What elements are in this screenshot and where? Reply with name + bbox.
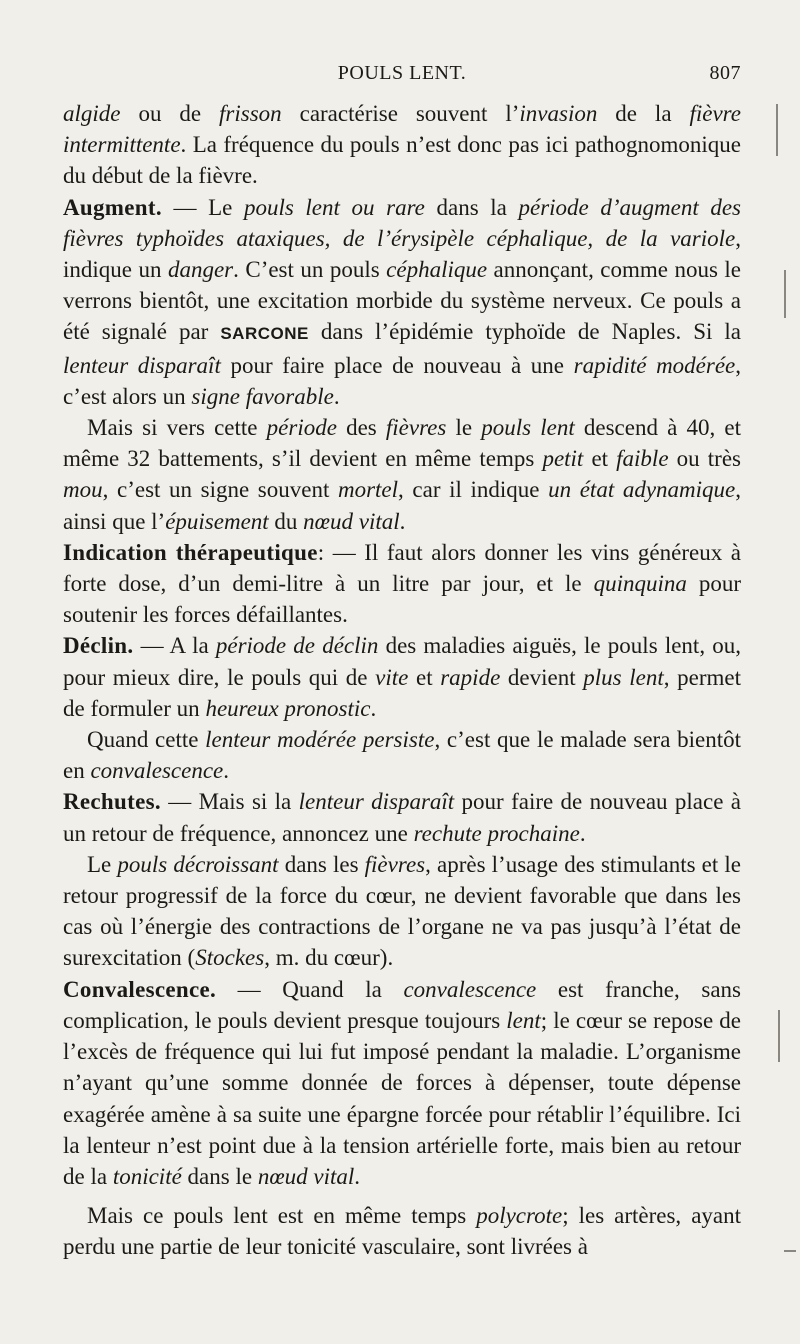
italic-run: convalescence — [90, 758, 224, 784]
text-run: Mais ce pouls lent est en même temps — [87, 1203, 477, 1229]
text-run: dans les — [278, 851, 365, 877]
text-run: dans la — [424, 194, 519, 220]
italic-run: céphalique — [386, 257, 488, 283]
term-invasion: invasion — [519, 101, 598, 126]
text-run: , c’est que le malade sera bientôt en — [63, 727, 741, 784]
margin-mark — [778, 1010, 780, 1062]
text-run: , indique un — [63, 225, 741, 283]
text-run: et — [408, 664, 441, 690]
section-heading-augment: Augment. — [63, 194, 162, 220]
text-run: . — [579, 820, 586, 846]
italic-run: lenteur disparaît — [298, 789, 455, 815]
text-run: annonçant, comme nous le verrons bientôt, une excitation morbide du système nerveux. Ce pouls a été signalé par — [63, 257, 741, 345]
text-run: pour faire de nouveau place à un retour de fréquence, annoncez une — [63, 789, 741, 846]
text-run: dans le — [181, 1163, 258, 1189]
running-header — [63, 62, 741, 92]
italic-run: mortel — [337, 477, 399, 503]
text-run: est franche, sans complication, le pouls devient presque toujours — [63, 976, 741, 1033]
italic-run: période de déclin — [215, 633, 379, 659]
italic-run: rechute prochaine — [413, 820, 580, 846]
italic-run: nœud vital — [257, 1163, 355, 1189]
text-run: . — [223, 758, 230, 784]
italic-run: lent — [506, 1007, 541, 1033]
text-run: pour faire place de nouveau à une — [220, 352, 574, 378]
italic-run: signe favorable — [191, 383, 334, 409]
italic-run: lenteur disparaît — [63, 352, 221, 378]
text-run: . C’est un pouls — [233, 257, 387, 283]
text-run: — Le — [161, 194, 244, 220]
text-run: devient — [500, 664, 584, 690]
italic-run: convalescence — [403, 976, 537, 1002]
text-run: ou très — [668, 446, 741, 472]
term-frisson: frisson — [219, 101, 282, 126]
italic-run: nœud vital — [303, 508, 400, 534]
text-run: des — [336, 415, 386, 441]
italic-run: plus lent — [583, 664, 664, 690]
paragraph-convalescence — [63, 974, 741, 1192]
text-run: , c’est un signe souvent — [102, 477, 338, 503]
text-run: pour soutenir les forces défaillantes. — [63, 571, 741, 628]
italic-run: faible — [616, 446, 669, 472]
italic-run: vite — [375, 664, 409, 690]
section-heading-rechutes: Rechutes. — [63, 789, 161, 815]
text-run: . — [370, 695, 377, 721]
italic-run: rapidité modérée — [573, 352, 736, 378]
text-run: — Quand la — [216, 976, 404, 1002]
text-run: Quand cette — [87, 727, 206, 753]
text-run: — A la — [133, 633, 216, 659]
paragraph-mais-si — [63, 412, 741, 537]
text-run: : — Il faut alors donner les vins généreux à forte dose, d’un demi-litre à un litre par jour, et le — [63, 539, 741, 597]
text-run: le — [446, 415, 482, 441]
italic-run: pouls décroissant — [117, 851, 279, 877]
margin-mark — [776, 104, 778, 156]
italic-run: fièvres — [364, 851, 426, 877]
text-run: dans l’épidémie typhoïde de Naples. Si la — [308, 319, 741, 345]
book-page — [63, 62, 741, 1263]
paragraph-lenteur-moderee — [63, 724, 741, 786]
paragraph-indication — [63, 537, 741, 631]
section-heading-declin: Déclin. — [63, 633, 134, 659]
italic-run: petit — [542, 446, 584, 472]
italic-run: tonicité — [112, 1163, 182, 1189]
text-run: ou de — [120, 101, 220, 126]
text-run: , m. du cœur). — [264, 945, 394, 971]
text-run: de la — [597, 101, 690, 126]
text-run: du — [268, 508, 304, 534]
text-run: , après l’usage des stimulants et le retour progressif de la force du cœur, ne devient favorable que dans les cas où l’énergie des contractions de l’organe ne va pas jusqu’à l’état de surexcitation ( — [63, 851, 741, 971]
paragraph-polycrote — [63, 1200, 741, 1262]
italic-run: polycrote — [476, 1203, 563, 1229]
running-title: POULS LENT. — [337, 62, 467, 84]
italic-run: danger — [167, 257, 234, 283]
margin-mark — [784, 1250, 796, 1252]
text-run: et — [583, 446, 617, 472]
paragraph-declin — [63, 630, 741, 724]
text-run: Le — [87, 851, 118, 877]
term-fievre-intermittente: fièvre intermittente — [63, 101, 741, 158]
text-run: Mais si vers cette — [87, 415, 267, 441]
text-run: ; les artères, ayant perdu une partie de leur tonicité vasculaire, sont livrées à — [63, 1203, 741, 1260]
italic-run: mou — [63, 477, 103, 503]
italic-run: Stockes — [195, 945, 265, 971]
italic-run: rapide — [440, 664, 501, 690]
italic-run: un état adynamique — [548, 477, 736, 503]
text-run: , permet de formuler un — [63, 664, 741, 721]
paragraph-augment — [63, 192, 741, 412]
author-name-sarcone: SARCONE — [220, 324, 309, 344]
text-run: ; le cœur se repose de l’excès de fréquence qui lui fut imposé pendant la maladie. L’organisme n’ayant qu’une somme donnée de forces à dépenser, toute dépense exagérée amène à sa suite une épargne forcée pour rétablir l’équilibre. Ici la lenteur n’est point due à la tension artérielle forte, mais bien au retour de la — [63, 1007, 741, 1189]
text-run: , c’est alors un — [63, 352, 742, 409]
text-run: . — [354, 1163, 361, 1189]
text-run: des maladies aiguës, le pouls lent, ou, pour mieux dire, le pouls qui de — [63, 633, 742, 690]
italic-run: quinquina — [593, 571, 687, 597]
text-run: . — [399, 508, 406, 534]
term-algide: algide — [63, 101, 121, 126]
text-run: . — [333, 383, 340, 409]
italic-run: lenteur modérée persiste — [205, 727, 435, 753]
italic-run: fièvres — [385, 415, 447, 441]
italic-run: pouls lent ou rare — [243, 194, 425, 220]
italic-run: heureux pronostic — [205, 695, 371, 721]
italic-run: pouls lent — [481, 415, 575, 441]
paragraph-fever-invasion — [63, 98, 741, 192]
italic-run: période d’augment des fièvres typhoïdes ataxiques, de l’érysipèle céphalique, de la variole — [63, 194, 741, 251]
paragraph-pouls-decroissant — [63, 849, 741, 974]
text-run: . La fréquence du pouls n’est donc pas ici pathognomonique du début de la fièvre. — [63, 132, 741, 189]
body-text — [63, 98, 741, 1263]
text-run: descend à 40, et même 32 battements, s’il devient en même temps — [63, 415, 741, 472]
text-run: , ainsi que l’ — [63, 477, 741, 534]
section-heading-indication: Indication thérapeutique — [63, 539, 318, 565]
paragraph-rechutes — [63, 786, 741, 848]
text-run: — Mais si la — [160, 789, 299, 815]
page-number: 807 — [709, 62, 741, 84]
italic-run: période — [266, 415, 337, 441]
section-heading-convalescence: Convalescence. — [63, 976, 217, 1002]
text-run: , car il indique — [398, 477, 549, 503]
italic-run: épuisement — [165, 508, 269, 534]
text-run: caractérise souvent l’ — [281, 101, 520, 126]
margin-mark — [784, 270, 786, 318]
